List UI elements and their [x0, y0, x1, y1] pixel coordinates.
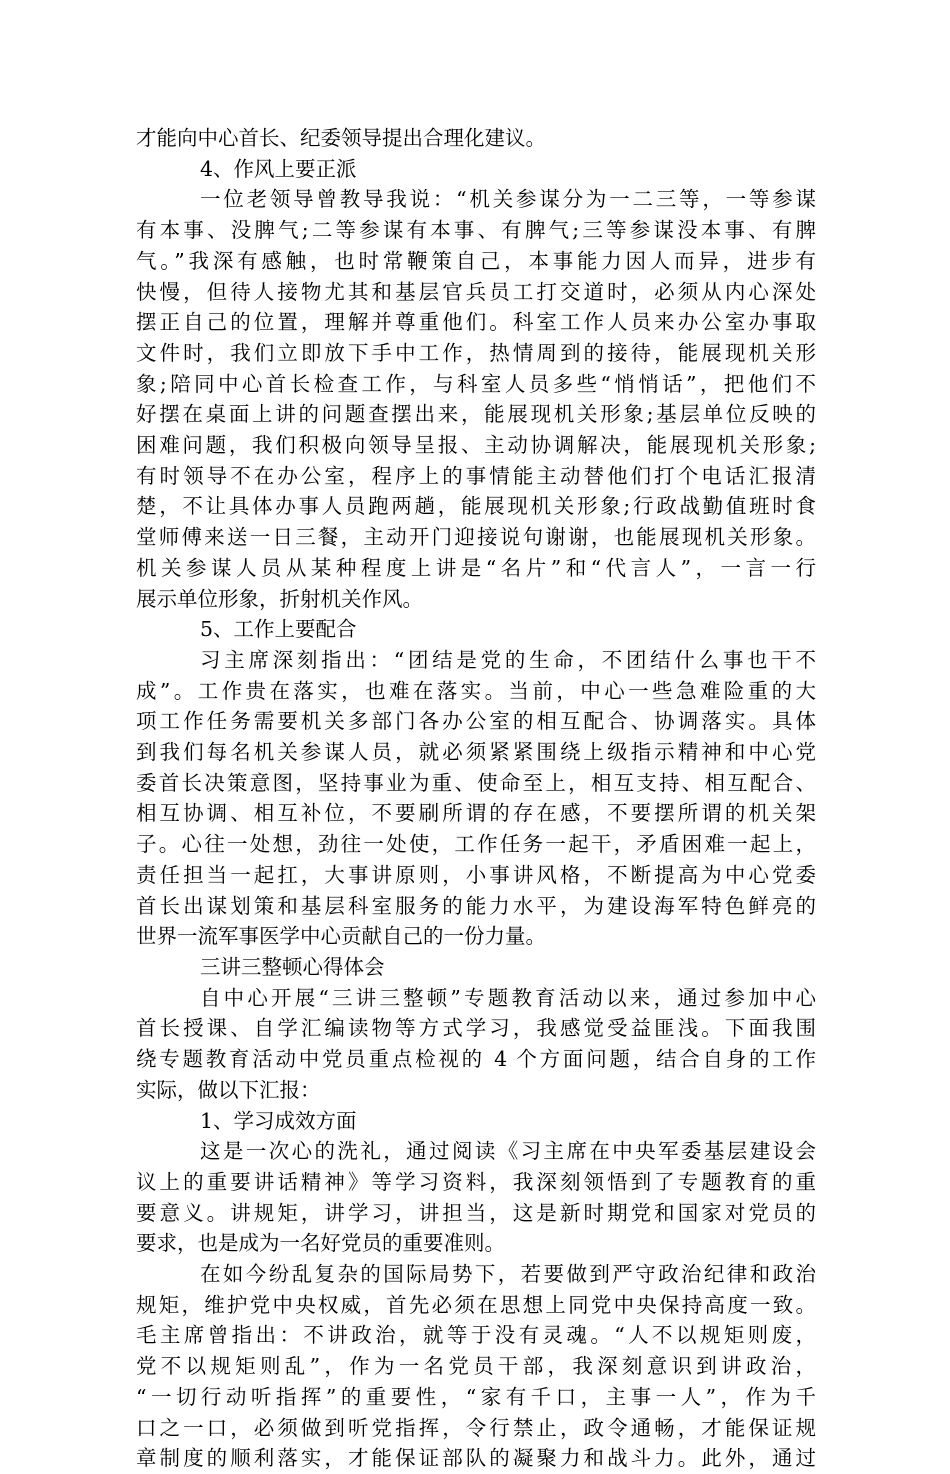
text-line: 才能向中心首长、纪委领导提出合理化建议。 [136, 126, 546, 150]
text-line: 首长授课、自学汇编读物等方式学习，我感觉受益匪浅。下面我围 [136, 1016, 816, 1041]
text-line: 绕专题教育活动中党员重点检视的 4 个方面问题，结合自身的工作 [136, 1047, 816, 1072]
text-line: 好摆在桌面上讲的问题查摆出来，能展现机关形象;基层单位反映的 [136, 402, 816, 427]
text-line: 到我们每名机关参谋人员，就必须紧紧围绕上级指示精神和中心党 [136, 740, 816, 765]
text-line: 口之一口，必须做到听党指挥，令行禁止，政令通畅，才能保证规 [136, 1415, 816, 1440]
text-line: 1、学习成效方面 [200, 1108, 357, 1133]
text-line: 在如今纷乱复杂的国际局势下，若要做到严守政治纪律和政治 [200, 1262, 816, 1287]
text-line: 世界一流军事医学中心贡献自己的一份力量。 [136, 924, 546, 949]
text-line: 要意义。讲规矩，讲学习，讲担当，这是新时期党和国家对党员的 [136, 1200, 816, 1225]
text-line: 委首长决策意图，坚持事业为重、使命至上，相互支持、相互配合、 [136, 770, 816, 795]
text-line: 党不以规矩则乱”，作为一名党员干部，我深刻意识到讲政治， [136, 1354, 816, 1379]
text-line: 习主席深刻指出：“团结是党的生命，不团结什么事也干不 [200, 647, 816, 672]
text-line: 首长出谋划策和基层科室服务的能力水平，为建设海军特色鲜亮的 [136, 893, 816, 918]
text-line: 自中心开展“三讲三整顿”专题教育活动以来，通过参加中心 [200, 985, 816, 1010]
text-line: 实际，做以下汇报： [136, 1077, 321, 1102]
text-line: 章制度的顺利落实，才能保证部队的凝聚力和战斗力。此外，通过 [136, 1446, 816, 1471]
text-line: 展示单位形象，折射机关作风。 [136, 586, 423, 611]
text-line: 机关参谋人员从某种程度上讲是“名片”和“代言人”，一言一行 [136, 555, 816, 580]
text-line: 气。”我深有感触，也时常鞭策自己，本事能力因人而异，进步有 [136, 248, 816, 273]
text-line: 5、工作上要配合 [200, 617, 357, 642]
text-line: 象;陪同中心首长检查工作，与科室人员多些“悄悄话”，把他们不 [136, 371, 816, 396]
text-line: 文件时，我们立即放下手中工作，热情周到的接待，能展现机关形 [136, 340, 816, 365]
text-line: 这是一次心的洗礼，通过阅读《习主席在中央军委基层建设会 [200, 1139, 816, 1164]
text-line: 责任担当一起扛，大事讲原则，小事讲风格，不断提高为中心党委 [136, 862, 816, 887]
text-line: 有时领导不在办公室，程序上的事情能主动替他们打个电话汇报清 [136, 463, 816, 488]
text-line: 规矩，维护党中央权威，首先必须在思想上同党中央保持高度一致。 [136, 1292, 816, 1317]
text-line: 成”。工作贵在落实，也难在落实。当前，中心一些急难险重的大 [136, 678, 816, 703]
text-line: 有本事、没脾气;二等参谋有本事、有脾气;三等参谋没本事、有脾 [136, 218, 816, 243]
text-line: 堂师傅来送一日三餐，主动开门迎接说句谢谢，也能展现机关形象。 [136, 525, 816, 550]
text-line: “一切行动听指挥”的重要性，“家有千口，主事一人”，作为千 [136, 1384, 816, 1409]
text-line: 相互协调、相互补位，不要刷所谓的存在感，不要摆所谓的机关架 [136, 801, 816, 826]
text-line: 摆正自己的位置，理解并尊重他们。科室工作人员来办公室办事取 [136, 310, 816, 335]
text-line: 快慢，但待人接物尤其和基层官兵员工打交道时，必须从内心深处 [136, 279, 816, 304]
text-line: 项工作任务需要机关多部门各办公室的相互配合、协调落实。具体 [136, 709, 816, 734]
document-body-text [136, 123, 816, 1474]
text-line: 要求，也是成为一名好党员的重要准则。 [136, 1231, 505, 1256]
text-line: 困难问题，我们积极向领导呈报、主动协调解决，能展现机关形象; [136, 433, 816, 458]
text-line: 子。心往一处想，劲往一处使，工作任务一起干，矛盾困难一起上， [136, 832, 816, 857]
text-line: 毛主席曾指出：不讲政治，就等于没有灵魂。“人不以规矩则废， [136, 1323, 816, 1348]
text-line: 议上的重要讲话精神》等学习资料，我深刻领悟到了专题教育的重 [136, 1169, 816, 1194]
text-line: 一位老领导曾教导我说：“机关参谋分为一二三等，一等参谋 [200, 187, 816, 212]
text-line: 楚，不让具体办事人员跑两趟，能展现机关形象;行政战勤值班时食 [136, 494, 816, 519]
text-line: 三讲三整顿心得体会 [200, 954, 385, 979]
text-line: 4、作风上要正派 [200, 156, 357, 181]
